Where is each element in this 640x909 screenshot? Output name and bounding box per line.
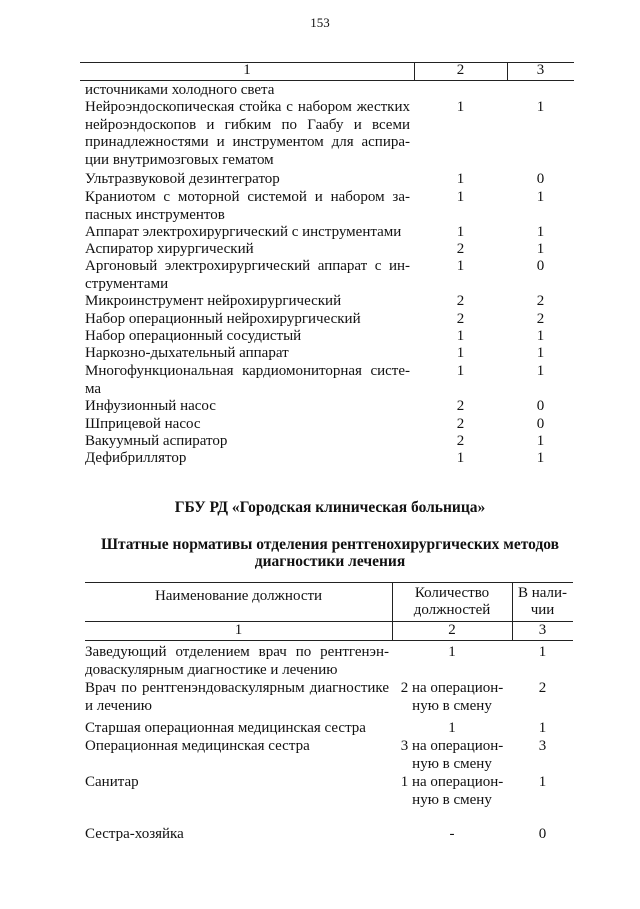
available-quantity: 1 xyxy=(536,433,545,449)
position-available: 3 xyxy=(538,738,547,754)
position-available: 0 xyxy=(538,826,547,842)
required-quantity: 2 xyxy=(456,311,465,327)
equipment-name-line: принадлежностями и инструментом для аспира- xyxy=(85,134,410,150)
available-quantity: 1 xyxy=(536,450,545,466)
required-quantity: 1 xyxy=(456,345,465,361)
position-count-line: 3 на операцион- xyxy=(400,738,504,754)
equipment-name-line: Аргоновый электрохирургический аппарат с ин- xyxy=(85,258,410,274)
equipment-name-line: Микроинструмент нейрохирургический xyxy=(85,293,342,309)
equipment-name-line: ции внутримозговых гематом xyxy=(85,151,274,168)
position-count-line: ную в смену xyxy=(412,791,492,808)
available-quantity: 1 xyxy=(536,328,545,344)
equipment-name-line: Набор операционный сосудистый xyxy=(85,328,302,344)
position-count-line: ную в смену xyxy=(412,697,492,714)
available-quantity: 0 xyxy=(536,416,545,432)
equipment-name-line: Краниотом с моторной системой и набором за- xyxy=(85,189,410,205)
position-name-line: и лечению xyxy=(85,697,153,714)
available-quantity: 1 xyxy=(536,345,545,361)
equipment-name-line: Многофункциональная кардиомониторная систе- xyxy=(85,363,410,379)
required-quantity: 1 xyxy=(456,224,465,240)
column-number: 1 xyxy=(234,622,243,638)
equipment-name-line: Аппарат электрохирургический с инструментами xyxy=(85,224,402,240)
table-number-row-border xyxy=(85,640,573,641)
equipment-name-line: нейроэндоскопов и гибким по Гаабу и всеми xyxy=(85,116,410,133)
position-available: 1 xyxy=(538,644,547,660)
table-header-border xyxy=(80,80,574,81)
position-name-line: Врач по рентгенэндоваскулярным диагностике xyxy=(85,680,389,696)
equipment-name-line: Шприцевой насос xyxy=(85,416,201,432)
available-quantity: 1 xyxy=(536,241,545,257)
available-quantity: 1 xyxy=(536,189,545,205)
equipment-name-line: источниками холодного света xyxy=(85,82,275,98)
required-quantity: 2 xyxy=(456,433,465,449)
equipment-name-line: струментами xyxy=(85,275,169,292)
position-available: 2 xyxy=(538,680,547,696)
hospital-title: ГБУ РД «Городская клиническая больница» xyxy=(174,499,486,516)
section-title-line: Штатные нормативы отделения рентгенохирургических методов xyxy=(100,536,560,553)
position-count-line: ную в смену xyxy=(412,755,492,772)
position-count-line: 1 xyxy=(448,644,456,660)
required-quantity: 2 xyxy=(456,398,465,414)
equipment-name-line: пасных инструментов xyxy=(85,206,225,223)
position-count-line: 2 на операцион- xyxy=(400,680,504,696)
equipment-name-line: Набор операционный нейрохирургический xyxy=(85,311,361,327)
column-number: 3 xyxy=(538,622,547,638)
required-quantity: 1 xyxy=(456,363,465,379)
required-quantity: 1 xyxy=(456,189,465,205)
available-quantity: 1 xyxy=(536,363,545,379)
available-quantity: 2 xyxy=(536,311,545,327)
column-number: 2 xyxy=(448,622,456,638)
equipment-name-line: Нейроэндоскопическая стойка с набором жестких xyxy=(85,99,410,115)
equipment-name-line: Инфузионный насос xyxy=(85,398,216,414)
equipment-name-line: Наркозно-дыхательный аппарат xyxy=(85,345,289,361)
equipment-name-line: Вакуумный аспиратор xyxy=(85,433,228,449)
header-available: чии xyxy=(530,602,555,618)
page-number: 153 xyxy=(310,15,330,30)
header-count: Количество xyxy=(414,585,490,601)
required-quantity: 2 xyxy=(456,241,465,257)
required-quantity: 2 xyxy=(456,293,465,309)
equipment-name-line: ма xyxy=(85,380,102,397)
position-name-line: доваскулярным диагностике и лечению xyxy=(85,661,338,678)
position-count-line: 1 на операцион- xyxy=(400,774,504,790)
position-name-line: Заведующий отделением врач по рентгенэн- xyxy=(85,644,389,660)
required-quantity: 2 xyxy=(456,416,465,432)
required-quantity: 1 xyxy=(456,171,465,187)
available-quantity: 1 xyxy=(536,99,545,115)
position-available: 1 xyxy=(538,720,547,736)
header-position-name: Наименование должности xyxy=(154,588,323,604)
required-quantity: 1 xyxy=(456,450,465,466)
column-number: 3 xyxy=(536,62,545,78)
available-quantity: 0 xyxy=(536,398,545,414)
column-number: 1 xyxy=(243,62,251,78)
position-count-line: - xyxy=(449,826,455,842)
available-quantity: 1 xyxy=(536,224,545,240)
position-name-line: Санитар xyxy=(85,774,139,790)
header-count: должностей xyxy=(413,602,491,618)
equipment-name-line: Ультразвуковой дезинтегратор xyxy=(85,171,280,187)
required-quantity: 1 xyxy=(456,99,465,115)
position-name-line: Старшая операционная медицинская сестра xyxy=(85,720,366,736)
column-number: 2 xyxy=(456,62,465,78)
position-name-line: Операционная медицинская сестра xyxy=(85,738,310,754)
position-name-line: Сестра-хозяйка xyxy=(85,826,184,842)
section-title-line: диагностики лечения xyxy=(254,553,406,570)
position-available: 1 xyxy=(538,774,547,790)
table-top-border xyxy=(85,582,573,583)
position-count-line: 1 xyxy=(448,720,456,736)
available-quantity: 0 xyxy=(536,258,545,274)
available-quantity: 2 xyxy=(536,293,545,309)
header-available: В нали- xyxy=(517,585,568,601)
required-quantity: 1 xyxy=(456,258,465,274)
required-quantity: 1 xyxy=(456,328,465,344)
equipment-name-line: Дефибриллятор xyxy=(85,450,187,466)
available-quantity: 0 xyxy=(536,171,545,187)
equipment-name-line: Аспиратор хирургический xyxy=(85,241,254,257)
